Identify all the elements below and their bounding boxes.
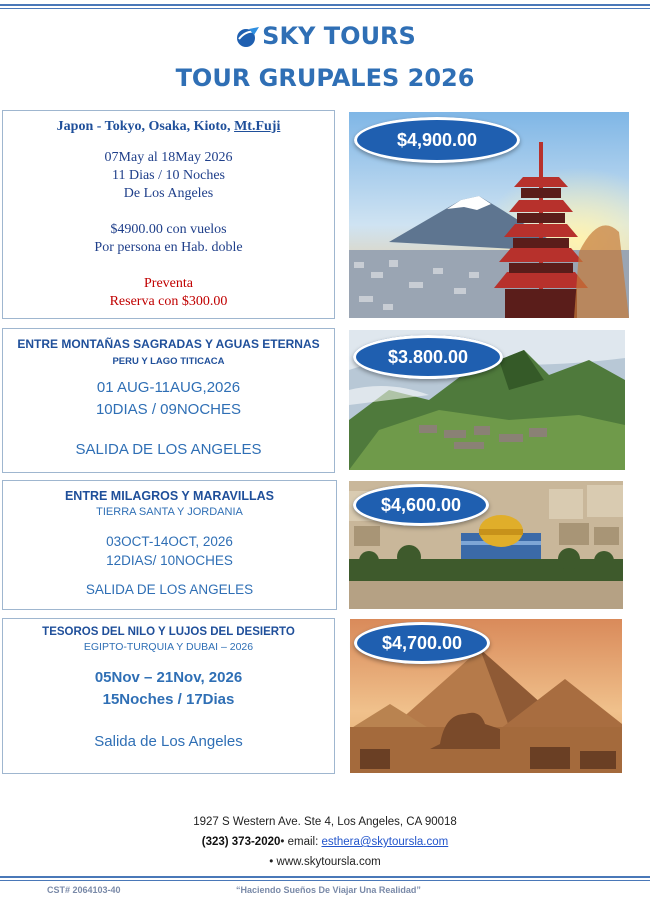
top-rule — [0, 4, 650, 6]
price-badge-peru: $3.800.00 — [353, 335, 503, 379]
tour-title-text: Japon - Tokyo, Osaka, Kioto, — [56, 119, 235, 134]
brand-name: SKY TOURS — [262, 22, 416, 50]
tour-duration: 15Noches / 17Dias — [102, 691, 235, 708]
tour-presale: Preventa — [144, 276, 193, 291]
tour-title: ENTRE MONTAÑAS SAGRADAS Y AGUAS ETERNAS — [17, 337, 320, 351]
tour-title: TESOROS DEL NILO Y LUJOS DEL DESIERTO — [42, 626, 295, 638]
top-rule-thin — [0, 8, 650, 9]
footer-address: 1927 S Western Ave. Ste 4, Los Angeles, CA 90018 — [193, 816, 457, 828]
tour-departure: SALIDA DE LOS ANGELES — [75, 441, 262, 458]
tour-departure: SALIDA DE LOS ANGELES — [85, 582, 254, 597]
email-link[interactable]: esthera@skytoursla.com — [321, 836, 449, 848]
tour-title — [3, 119, 334, 135]
price-badge-japan: $4,900.00 — [354, 117, 520, 163]
plane-globe-icon — [234, 26, 260, 48]
footer-phone: (323) 373-2020 — [201, 836, 281, 848]
tour-deposit: Reserva con $300.00 — [109, 294, 228, 309]
tour-duration: 12DIAS/ 10NOCHES — [106, 553, 233, 568]
footer-website[interactable]: • www.skytoursla.com — [269, 856, 381, 868]
tour-dates: 07May al 18May 2026 — [104, 150, 233, 165]
footer-email-label: • email: — [280, 836, 322, 848]
tour-dates: 01 AUG-11AUG,2026 — [96, 379, 241, 396]
tour-title: ENTRE MILAGROS Y MARAVILLAS — [64, 489, 275, 503]
footer-contact — [0, 836, 650, 848]
slogan: “Haciendo Sueños De Viajar Una Realidad” — [236, 885, 421, 895]
price-badge-egypt: $4,700.00 — [354, 622, 490, 664]
tour-title-underlined: Mt.Fuji — [234, 119, 281, 134]
tour-card-holyland — [2, 480, 337, 610]
page-title: TOUR GRUPALES 2026 — [175, 64, 475, 92]
tour-subtitle: EGIPTO-TURQUIA Y DUBAI – 2026 — [83, 641, 254, 653]
cst-number: CST# 2064103-40 — [47, 885, 121, 895]
tour-subtitle: TIERRA SANTA Y JORDANIA — [96, 506, 243, 518]
bottom-rule-thin — [0, 880, 650, 881]
tour-card-egypt — [2, 618, 335, 774]
tour-dates: 05Nov – 21Nov, 2026 — [94, 669, 243, 686]
price-badge-jerusalem: $4,600.00 — [353, 484, 489, 526]
tour-duration: 10DIAS / 09NOCHES — [95, 401, 242, 418]
tour-departure: Salida de Los Angeles — [94, 733, 243, 750]
tour-duration: 11 Dias / 10 Noches — [111, 168, 226, 183]
brand — [0, 22, 650, 50]
tour-dates: 03OCT-14OCT, 2026 — [106, 534, 233, 549]
bottom-rule — [0, 876, 650, 878]
tour-subtitle: PERU Y LAGO TITICACA — [112, 356, 225, 367]
tour-card-japan — [2, 110, 335, 319]
tour-departure: De Los Angeles — [123, 186, 214, 201]
tour-card-peru — [2, 328, 335, 473]
tour-price-note: $4900.00 con vuelos — [110, 222, 227, 237]
tour-occupancy: Por persona en Hab. doble — [94, 240, 243, 255]
